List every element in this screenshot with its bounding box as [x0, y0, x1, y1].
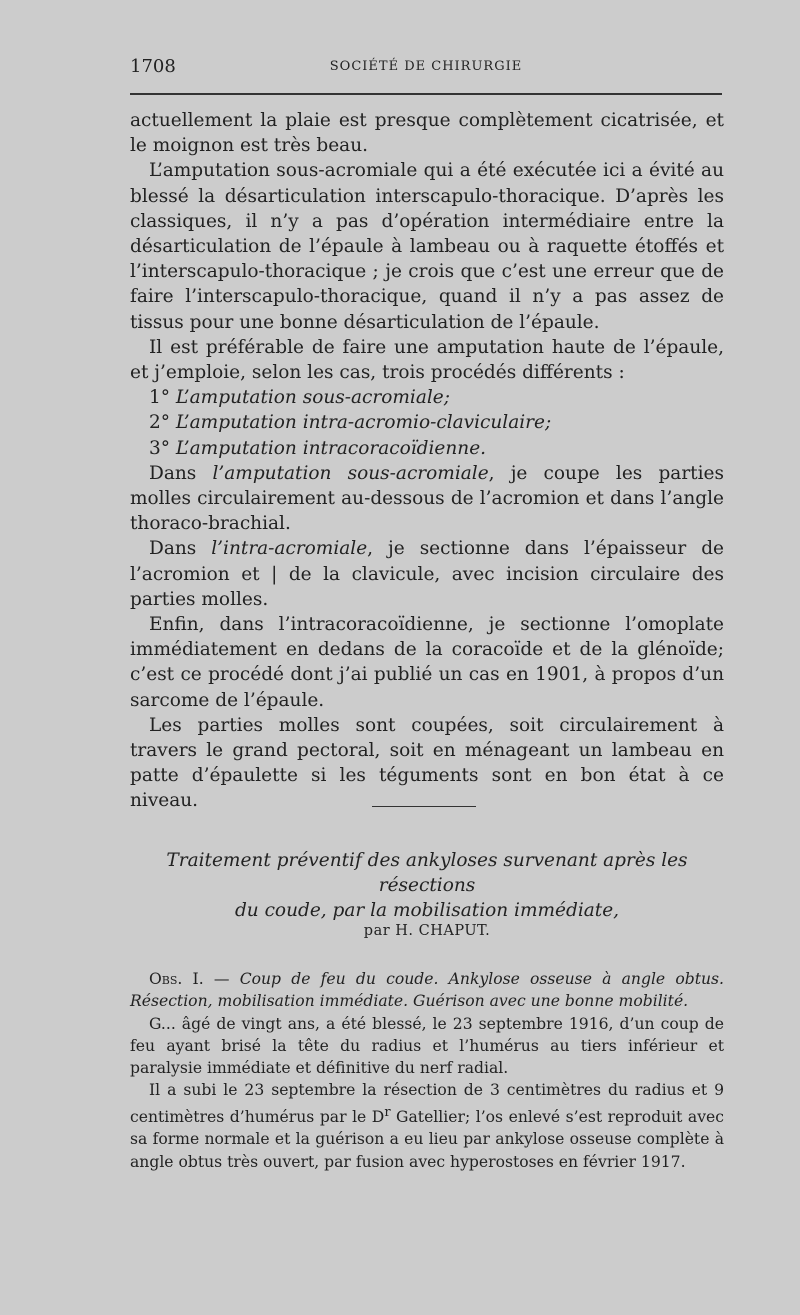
body-text	[130, 108, 724, 814]
article-author: par H. CHAPUT.	[363, 923, 491, 939]
paragraph-procedures-intro: Il est préférable de faire une amputation haute de l’épaule, et j’emploie, selon les cas, trois procédés différents :	[130, 336, 724, 384]
page-number: 1708	[130, 56, 176, 77]
section-divider	[372, 806, 476, 807]
article-title-line: Traitement préventif des ankyloses survenant après les résections	[166, 850, 688, 896]
paragraph-intra-acromiale: Dans l’intra-acromiale, je sectionne dans l’épaisseur de l’acromion et | de la clavicule, avec incision circulaire des parties molles.	[130, 538, 724, 610]
procedure-label: L’amputation intracoracoïdienne.	[175, 437, 487, 459]
procedure-label: L’amputation sous-acromiale;	[175, 387, 450, 409]
article-title	[130, 848, 724, 923]
paragraph-amputation: L’amputation sous-acromiale qui a été exécutée ici a évité au blessé la désarticulation interscapulo-thoracique. D’après les classiques, il n’y a pas d’opération intermédiaire entre la désarticulation de l’épaule à lambeau ou à raquette étoffés et l’interscapulo-thoracique ; je crois que c’est une erreur que de faire l’interscapulo-thoracique, quand il n’y a pas assez de tissus pour une bonne désarticulation de l’épaule.	[130, 160, 724, 333]
procedure-number: 1°	[149, 387, 171, 409]
page-header	[130, 56, 722, 80]
article-title-line: du coude, par la mobilisation immédiate,	[234, 900, 620, 921]
procedure-item-1	[130, 385, 724, 410]
paragraph-sous-acromiale: Dans l’amputation sous-acromiale, je coupe les parties molles circulairement au-dessous de l’acromion et dans l’angle thoraco-brachial.	[130, 462, 724, 535]
observation-heading: Obs. I. — Coup de feu du coude. Ankylose osseuse à angle obtus. Résection, mobilisation immédiate. Guérison avec une bonne mobilité.	[130, 970, 724, 1011]
procedure-item-3	[130, 436, 724, 461]
procedure-label: L’amputation intra-acromio-claviculaire;	[175, 412, 552, 434]
procedure-item-2	[130, 410, 724, 435]
procedure-number: 3°	[149, 437, 171, 459]
observation-paragraph: G... âgé de vingt ans, a été blessé, le 23 septembre 1916, d’un coup de feu ayant brisé la tête du radius et l’humérus au tiers inférieur et paralysie immédiate et définitive du nerf radial.	[130, 1014, 724, 1078]
observation-block	[130, 968, 724, 1173]
running-title: SOCIÉTÉ DE CHIRURGIE	[329, 59, 523, 74]
header-rule	[130, 93, 722, 95]
paragraph-parties-molles: Les parties molles sont coupées, soit circulairement à travers le grand pectoral, soit en ménageant un lambeau en patte d’épaulette si les téguments sont en bon état à ce niveau.	[130, 714, 724, 812]
procedure-number: 2°	[149, 412, 171, 434]
paragraph-intracoracoidienne: Enfin, dans l’intracoracoïdienne, je sectionne l’omoplate immédiatement en dedans de la coracoïde et de la glénoïde; c’est ce procédé dont j’ai publié un cas en 1901, à propos d’un sarcome de l’épaule.	[130, 614, 724, 711]
paragraph-continuation: actuellement la plaie est presque complètement cicatrisée, et le moignon est très beau.	[130, 110, 724, 157]
observation-paragraph: Il a subi le 23 septembre la résection de 3 centimètres du radius et 9 centimètres d’humérus par le $D^r$ Gatellier; l’os enlevé s’est reproduit avec sa forme normale et la guérison a eu lieu par ankylose osseuse complète à angle obtus très ouvert, par fusion avec hyperostoses en février 1917.	[130, 1081, 724, 1171]
